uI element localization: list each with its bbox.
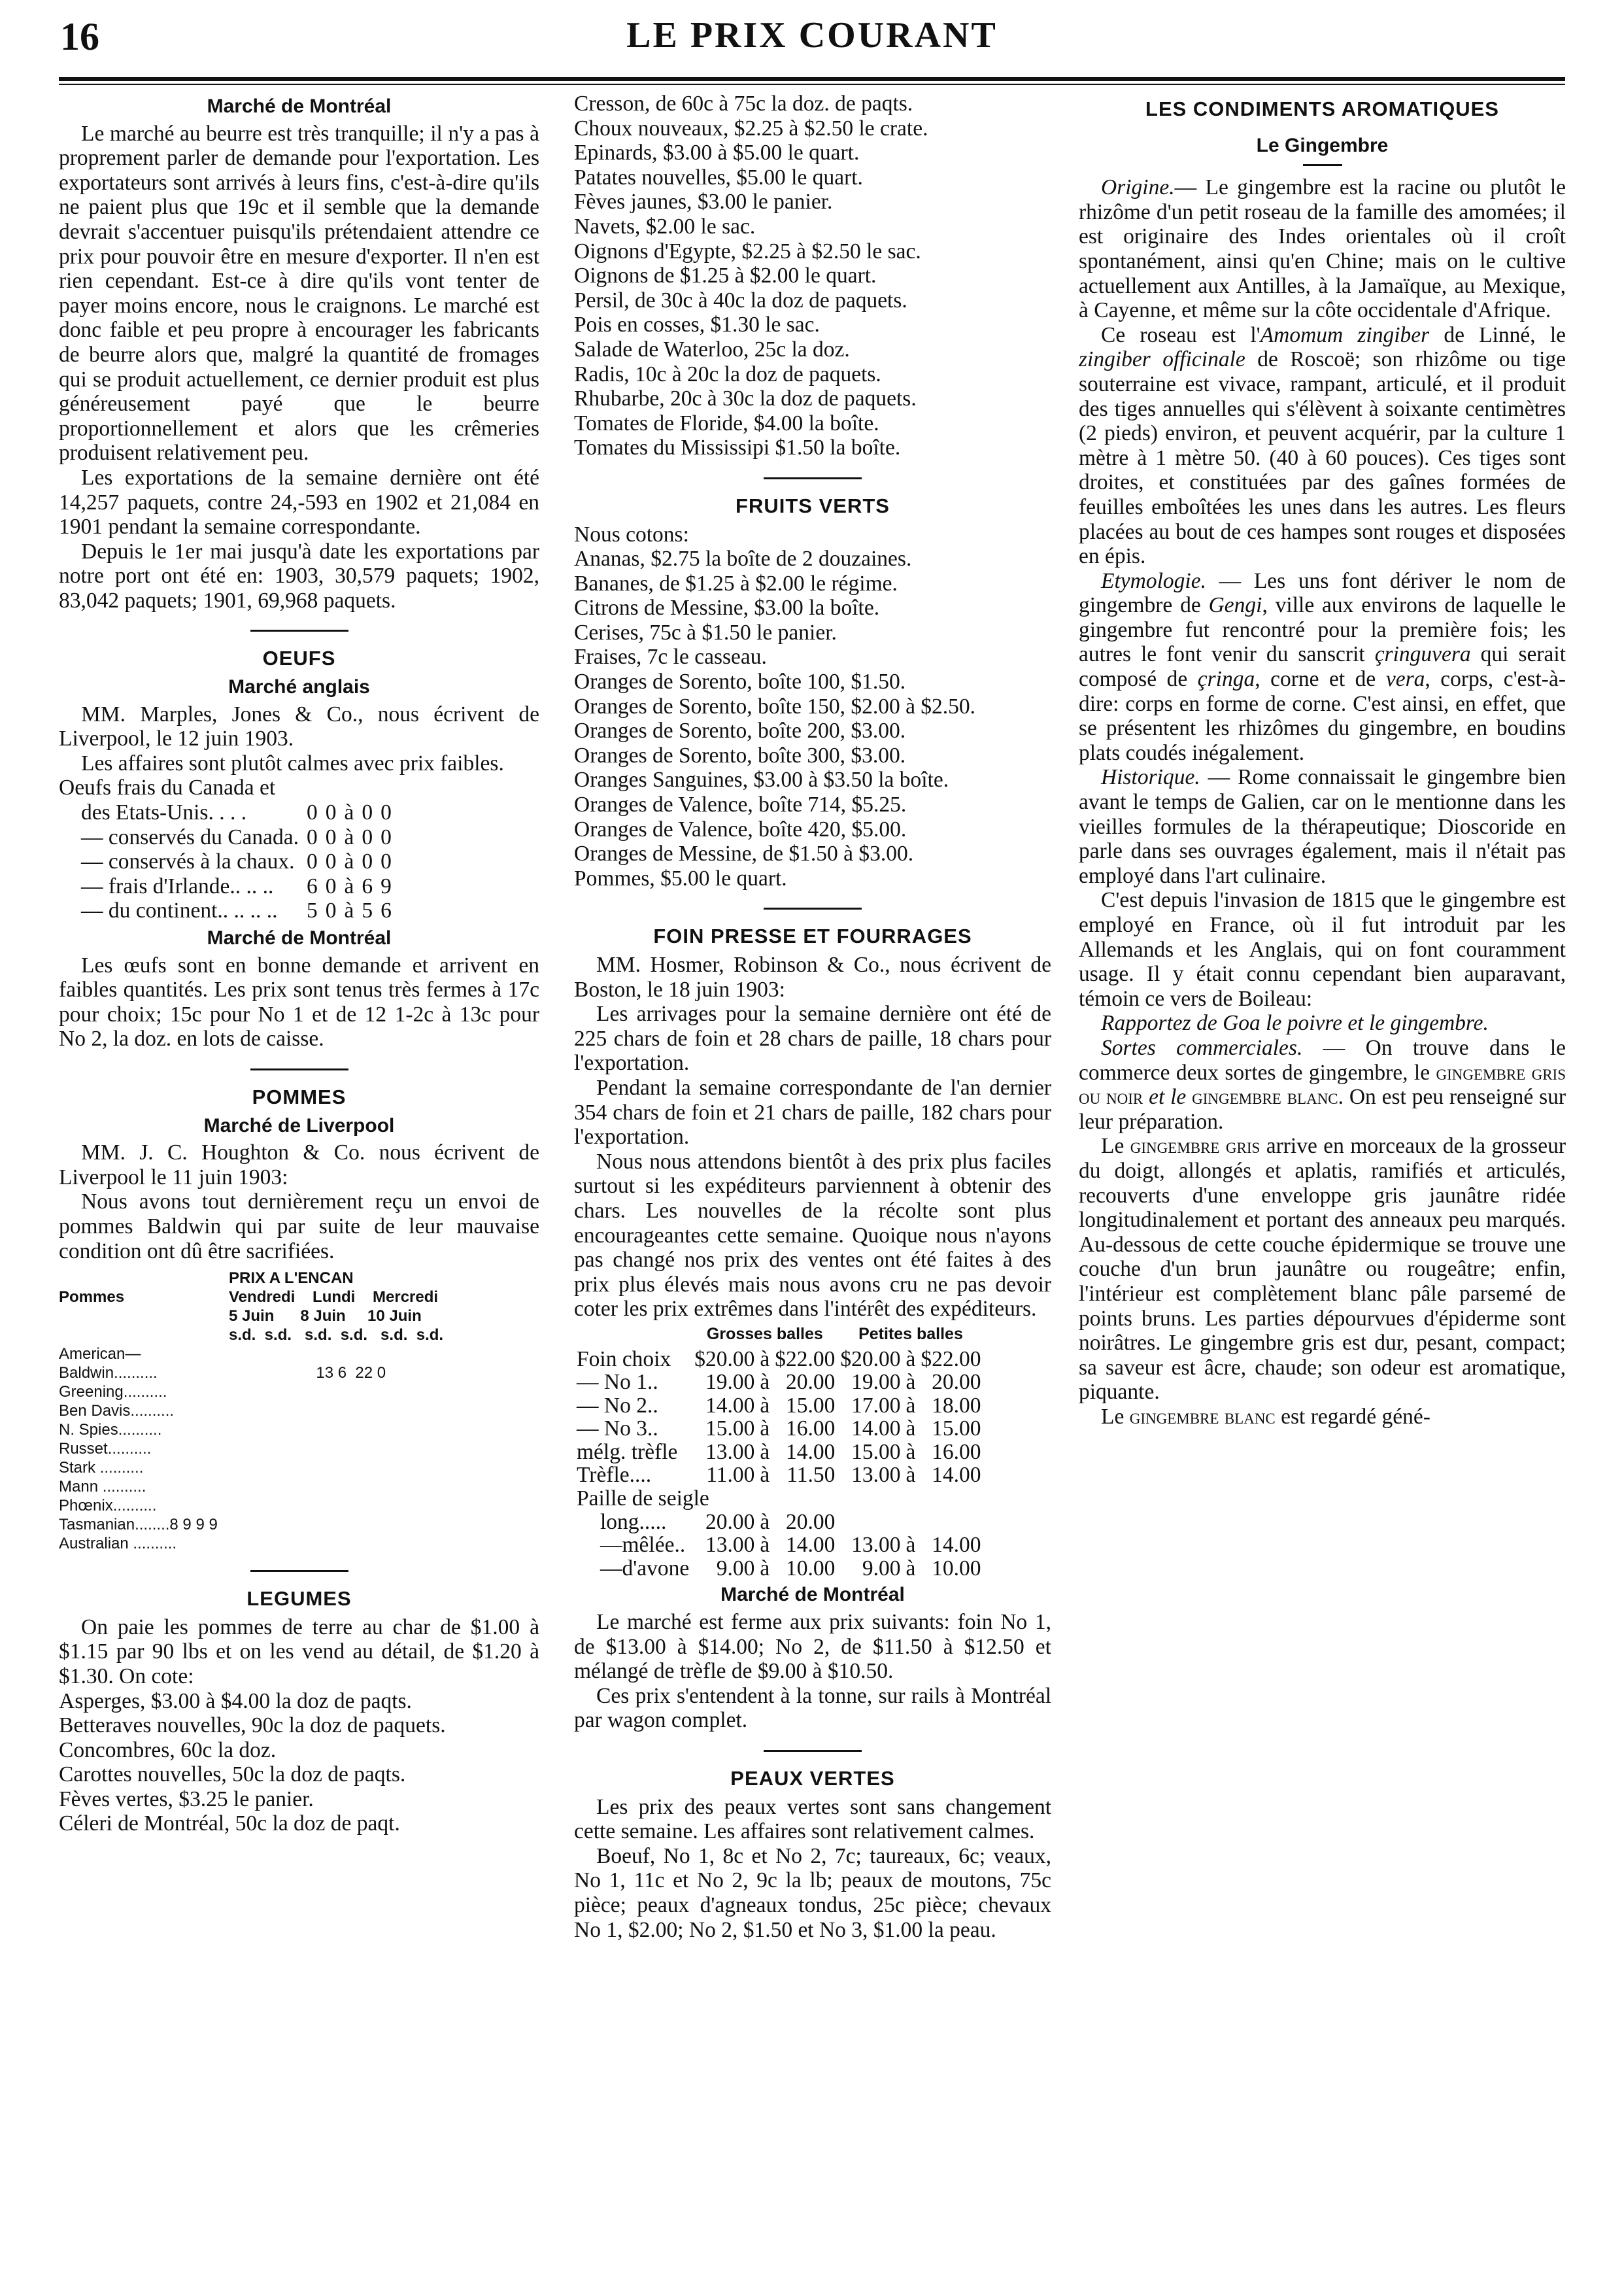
section-separator: [1303, 164, 1342, 166]
list-item: Oranges de Valence, boîte 714, $5.25.: [574, 793, 907, 817]
section-separator: [250, 630, 348, 632]
paragraph: Le marché au beurre est très tranquille; il n'y a pas à proprement parler de demande pour l'exportation. Les exportateurs sont arrivés à leurs fins, c'est-à-dire qu'ils ne paient plus que 19c et il semble que la demande devrait s'accentuer puisqu'ils prétendaient attendre ce prix pour pouvoir être en mesure d'exporter. Il n'en est rien cependant. Est-ce à dire qu'ils vont tenter de payer moins encore, nous le craignons. Le marché est donc faible et peu propre à encourager les fabricants de beurre alors que, malgré la quantité de fromages qui se produit actuellement, ce dernier produit est plus généreusement payé que le beurre proportionnellement et alors que les crêmeries produisent relativement peu.: [59, 121, 539, 466]
table-row: Trèfle.... 11.00 à 11.50 13.00 à 14.00: [577, 1463, 981, 1488]
journal-title: LE PRIX COURANT: [626, 15, 998, 56]
list-item: Radis, 10c à 20c la doz de paquets.: [574, 362, 881, 386]
paragraph: Le marché est ferme aux prix suivants: foin No 1, de $13.00 à $14.00; No 2, de $11.50 à $12.50 et mélangé de trèfle de $9.00 à $10.50.: [574, 1610, 1051, 1684]
list-item: Ananas, $2.75 la boîte de 2 douzaines.: [574, 547, 912, 572]
article-title: LES CONDIMENTS AROMATIQUES: [1145, 97, 1499, 120]
list-item: Fèves vertes, $3.25 le panier.: [59, 1786, 314, 1811]
table-row: —d'avone 9.00 à 10.00 9.00 à 10.00: [600, 1556, 981, 1581]
column-1: [59, 92, 539, 1836]
paragraph: Boeuf, No 1, 8c et No 2, 7c; taureaux, 6c; veaux, No 1, 11c et No 2, 9c la lb; peaux de moutons, 75c pièce; peaux d'agneaux tondus, 25c pièce; chevaux No 1, $2.00; No 2, $1.50 et No 3, $1.00 la peau.: [574, 1843, 1051, 1942]
section-separator: [250, 1068, 348, 1070]
table-row: Greening..........: [59, 1383, 167, 1401]
section-title-legumes: LEGUMES: [246, 1587, 352, 1611]
table-header: Grosses balles Petites balles: [706, 1324, 963, 1343]
list-item: Rhubarbe, 20c à 30c la doz de paquets.: [574, 386, 917, 411]
column-2: [574, 92, 1051, 1942]
paragraph: Nous nous attendons bientôt à des prix plus faciles surtout si les expéditeurs parviennent à obtenir des chars. Les nouvelles de la récolte sont plus encourageantes cette semaine. Quoique nous n'ayons pas changé nos prix des ventes ont été faites à des prix plus élevés mais nous avons cru ne pas devoir coter les prix extrêmes dans l'intérêt des expéditeurs.: [574, 1149, 1051, 1322]
list-item: Oranges Sanguines, $3.00 à $3.50 la boîte.: [574, 768, 949, 793]
hay-price-table: [574, 1322, 984, 1581]
eggs-price-table: [59, 800, 396, 923]
table-row: des Etats-Unis. . . . 0 0 à 0 0: [81, 800, 392, 825]
table-row: — No 1.. 19.00 à 20.00 19.00 à 20.00: [577, 1370, 981, 1395]
quotation: Rapportez de Goa le poivre et le gingembre.: [1101, 1011, 1489, 1036]
table-row: Paille de seigle: [577, 1486, 709, 1511]
list-item: Oignons d'Egypte, $2.25 à $2.50 le sac.: [574, 239, 921, 264]
paragraph: Sortes commerciales. — On trouve dans le commerce deux sortes de gingembre, le gingembre gris ou noir et le gingembre blanc. On est peu renseigné sur leur préparation.: [1079, 1035, 1566, 1134]
table-header: PRIX A L'ENCAN: [229, 1269, 354, 1288]
paragraph: Historique. — Rome connaissait le gingembre bien avant le temps de Galien, car on le mentionne dans les vieilles formules de la thérapeutique; Dioscoride en parle dans ses ouvrages également, mais il n'était pas employé dans l'art culinaire.: [1079, 765, 1566, 888]
list-item: Tomates de Floride, $4.00 la boîte.: [574, 411, 879, 436]
paragraph: Les œufs sont en bonne demande et arrivent en faibles quantités. Les prix sont tenus très fermes à 17c pour choix; 15c pour No 1 et de 12 1-2c à 13c pour No 2, la doz. en lots de caisse.: [59, 953, 539, 1051]
article-subtitle: Le Gingembre: [1256, 134, 1389, 156]
table-row: Mann ..........: [59, 1478, 146, 1496]
paragraph: On paie les pommes de terre au char de $1.00 à $1.15 par 90 lbs et on les vend au détail, de $1.20 à $1.30. On cote:: [59, 1615, 539, 1688]
list-item: Navets, $2.00 le sac.: [574, 214, 756, 239]
table-row: —mêlée.. 13.00 à 14.00 13.00 à 14.00: [600, 1533, 981, 1558]
table-row: — du continent.. .. .. .. 5 0 à 5 6: [81, 898, 392, 923]
header-rule-thin: [59, 84, 1565, 85]
section-subtitle: Marché anglais: [228, 676, 370, 698]
paragraph: Etymologie. — Les uns font dériver le nom de gingembre de Gengi, ville aux environs de laquelle le gingembre fut rencontré pour la première fois; les autres le font venir du sanscrit çringuvera qui serait composé de çringa, corne et de vera, corps, c'est-à-dire: corps en forme de corne. C'est ainsi, en effet, que se présentent les rhizômes du gingembre, en boudins plats coudés inégalement.: [1079, 568, 1566, 765]
table-row: Ben Davis..........: [59, 1402, 175, 1420]
paragraph: Pendant la semaine correspondante de l'an dernier 354 chars de foin et 21 chars de paille, 182 chars pour l'exportation.: [574, 1075, 1051, 1150]
section-separator: [250, 1570, 348, 1572]
table-row: — conservés à la chaux. 0 0 à 0 0: [81, 849, 392, 874]
table-row: long..... 20.00 à 20.00: [600, 1509, 836, 1534]
paragraph: MM. Marples, Jones & Co., nous écrivent de Liverpool, le 12 juin 1903.: [59, 702, 539, 751]
table-row: Phœnix..........: [59, 1497, 157, 1515]
list-item: Patates nouvelles, $5.00 le quart.: [574, 165, 863, 190]
table-row: Foin choix $20.00 à $22.00 $20.00 à $22.00: [577, 1346, 981, 1371]
apples-auction-table: PRIX A L'ENCAN Pommes Vendredi Lundi Mercredi 5 Juin 8 Juin 10 Juin s.d. s.d. s.d. s.d. s.d. s.d. American— Baldwin.......... 13 6 22 0 Greening.......... Ben Davis.......... N. Spies.......... Russet.......... Stark .......... Mann .......... Phœnix.......... Tasmanian........8 9 9 9 Australian ..........: [59, 1269, 539, 1553]
list-item: Fraises, 7c le casseau.: [574, 645, 767, 670]
section-subtitle: Marché de Liverpool: [203, 1114, 395, 1136]
section-subtitle: Marché de Montréal: [207, 95, 392, 117]
paragraph: Ce roseau est l'Amomum zingiber de Linné, le zingiber officinale de Roscoë; son rhizôme ou tige souterraine est vivace, rampant, articulé, et il produit des tiges annuelles qui s'élèvent à soixante centimètres (2 pieds) environ, et peuvent acquérir, par la culture 1 mètre à 1 mètre 50. (40 à 60 pouces). Ces tiges sont droites, et constituées par des gaînes formées de feuilles emboîtées les unes dans les autres. Les fleurs placées au bout de ces hampes sont rouges et disposées en épis.: [1079, 322, 1566, 569]
list-item: Choux nouveaux, $2.25 à $2.50 le crate.: [574, 116, 928, 141]
list-item: Oranges de Sorento, boîte 300, $3.00.: [574, 743, 906, 768]
list-item: Oranges de Sorento, boîte 200, $3.00.: [574, 719, 906, 743]
section-separator: [764, 1750, 862, 1752]
list-item: Oranges de Messine, de $1.50 à $3.00.: [574, 842, 914, 866]
paragraph: Les exportations de la semaine dernière ont été 14,257 paquets, contre 24,-593 en 1902 et 21,084 en 1901 pendant la semaine correspondante.: [59, 465, 539, 539]
list-item: Oranges de Sorento, boîte 150, $2.00 à $2.50.: [574, 694, 976, 719]
list-item: Pommes, $5.00 le quart.: [574, 866, 787, 891]
list-item: Fèves jaunes, $3.00 le panier.: [574, 190, 833, 214]
paragraph: C'est depuis l'invasion de 1815 que le gingembre est employé en France, où il fut introduit par les Allemands et les Anglais, qui on font couramment usage. Il y était connu cependant bien auparavant, témoin ce vers de Boileau:: [1079, 888, 1566, 1011]
section-title-peaux: PEAUX VERTES: [730, 1767, 895, 1790]
list-item: Cresson, de 60c à 75c la doz. de paqts.: [574, 92, 913, 116]
section-subtitle: Marché de Montréal: [207, 927, 392, 949]
list-item: Céleri de Montréal, 50c la doz de paqt.: [59, 1811, 400, 1836]
paragraph: MM. J. C. Houghton & Co. nous écrivent de Liverpool le 11 juin 1903:: [59, 1140, 539, 1189]
paragraph: MM. Hosmer, Robinson & Co., nous écrivent de Boston, le 18 juin 1903:: [574, 953, 1051, 1002]
paragraph: Les arrivages pour la semaine dernière ont été de 225 chars de foin et 28 chars de paille, 18 chars pour l'exportation.: [574, 1002, 1051, 1076]
list-item: Carottes nouvelles, 50c la doz de paqts.: [59, 1762, 406, 1787]
table-row: American—: [59, 1345, 141, 1363]
section-separator: [764, 477, 862, 479]
paragraph: Depuis le 1er mai jusqu'à date les exportations par notre port ont été en: 1903, 30,579 paquets; 1902, 83,042 paquets; 1901, 69,968 paquets.: [59, 539, 539, 613]
list-intro: Nous cotons:: [574, 522, 689, 547]
section-title-fruits: FRUITS VERTS: [736, 494, 890, 517]
list-item: Bananes, de $1.25 à $2.00 le régime.: [574, 571, 898, 596]
section-title-oeufs: OEUFS: [262, 647, 336, 670]
paragraph: Nous avons tout dernièrement reçu un envoi de pommes Baldwin qui par suite de leur mauvaise condition ont dû être sacrifiées.: [59, 1189, 539, 1263]
table-row: Russet..........: [59, 1440, 152, 1458]
paragraph: Les affaires sont plutôt calmes avec prix faibles.: [81, 751, 504, 776]
paragraph: Ces prix s'entendent à la tonne, sur rails à Montréal par wagon complet.: [574, 1683, 1051, 1733]
paragraph: Les prix des peaux vertes sont sans changement cette semaine. Les affaires sont relativement calmes.: [574, 1794, 1051, 1844]
table-row: — frais d'Irlande.. .. .. 6 0 à 6 9: [81, 874, 392, 898]
table-row: Australian ..........: [59, 1535, 177, 1553]
list-item: Tomates du Mississipi $1.50 la boîte.: [574, 436, 901, 460]
section-subtitle: Marché de Montréal: [720, 1584, 905, 1606]
list-item: Citrons de Messine, $3.00 la boîte.: [574, 596, 880, 621]
table-row: Stark ..........: [59, 1459, 144, 1477]
paragraph: Le gingembre gris arrive en morceaux de la grosseur du doigt, allongés et aplatis, ramifiés et articulés, recouverts d'une enveloppe gris jaunâtre ridée longitudinalement et portant des anneaux peu marqués. Au-dessous de cette couche épidermique se trouve une couche d'un brun jaunâtre ou rougeâtre; enfin, l'intérieur est complètement blanc pâle parsemé de points bruns. Les parties dépourvues d'épiderme sont noirâtres. Le gingembre gris est dur, pesant, compact; sa saveur est âcre, chaude; son odeur est aromatique, piquante.: [1079, 1134, 1566, 1405]
section-title-foin: FOIN PRESSE ET FOURRAGES: [653, 925, 972, 948]
list-item: Concombres, 60c la doz.: [59, 1737, 277, 1762]
table-row: N. Spies..........: [59, 1421, 162, 1439]
table-row: — conservés du Canada. 0 0 à 0 0: [81, 825, 392, 849]
table-row: — No 3.. 15.00 à 16.00 14.00 à 15.00: [577, 1416, 981, 1441]
table-row: Baldwin.......... 13 6 22 0: [59, 1364, 386, 1382]
table-row: mélg. trèfle 13.00 à 14.00 15.00 à 16.00: [577, 1439, 981, 1464]
list-item: Asperges, $3.00 à $4.00 la doz de paqts.: [59, 1688, 412, 1713]
section-separator: [764, 908, 862, 910]
list-item: Oranges de Sorento, boîte 100, $1.50.: [574, 670, 906, 694]
list-item: Persil, de 30c à 40c la doz de paquets.: [574, 288, 907, 313]
list-item: Cerises, 75c à $1.50 le panier.: [574, 620, 837, 645]
list-item: Salade de Waterloo, 25c la doz.: [574, 337, 850, 362]
table-row: — No 2.. 14.00 à 15.00 17.00 à 18.00: [577, 1393, 981, 1418]
table-row: Tasmanian........8 9 9 9: [59, 1516, 218, 1534]
list-item: Epinards, $3.00 à $5.00 le quart.: [574, 141, 860, 165]
list-item: Pois en cosses, $1.30 le sac.: [574, 313, 820, 337]
header-rule: [59, 77, 1565, 81]
list-item: Oranges de Valence, boîte 420, $5.00.: [574, 817, 907, 842]
page-number: 16: [60, 15, 99, 58]
column-3: [1079, 92, 1566, 1429]
paragraph: Le gingembre blanc est regardé géné-: [1101, 1404, 1430, 1429]
eggs-table-heading: Oeufs frais du Canada et: [59, 776, 276, 800]
list-item: Betteraves nouvelles, 90c la doz de paquets.: [59, 1713, 446, 1738]
section-title-pommes: POMMES: [252, 1085, 347, 1108]
paragraph: Origine.— Le gingembre est la racine ou plutôt le rhizôme d'un petit roseau de la famille des amomées; il est originaire des Indes orientales où il croît spontanément, ainsi qu'en Chine; mais on le cultive actuellement aux Antilles, à la Jamaïque, au Mexique, à Cayenne, et même sur la côte occidentale d'Afrique.: [1079, 175, 1566, 323]
list-item: Oignons de $1.25 à $2.00 le quart.: [574, 264, 877, 288]
